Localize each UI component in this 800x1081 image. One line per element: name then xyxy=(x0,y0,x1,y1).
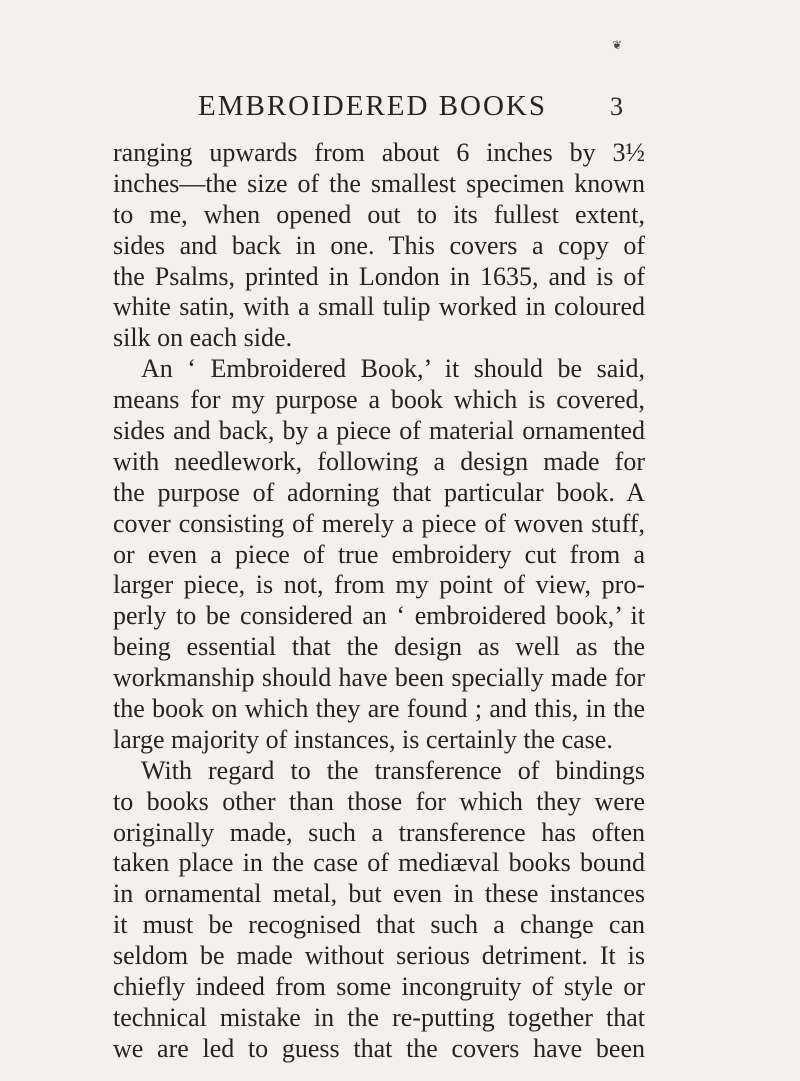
text-line: chiefly indeed from some incongruity of style or xyxy=(113,972,645,1002)
text-line: ranging upwards from about 6 inches by 3½ xyxy=(113,138,645,167)
text-line: means for my purpose a book which is covered, xyxy=(113,385,645,415)
text-line: the book on which they are found ; and this, in the xyxy=(113,694,645,724)
text-line: technical mistake in the re-putting together that xyxy=(113,1002,645,1032)
text-line: sides and back, by a piece of material ornamented xyxy=(113,416,645,446)
text-line: being essential that the design as well as the xyxy=(113,632,645,662)
printer-mark-icon: ❦ xyxy=(612,38,623,52)
text-line: workmanship should have been specially made for xyxy=(113,663,645,693)
text-line: cover consisting of merely a piece of woven stuff, xyxy=(113,508,645,538)
text-line: sides and back in one. This covers a copy of xyxy=(113,230,645,260)
text-line: larger piece, is not, from my point of view, pro- xyxy=(113,570,645,600)
text-line: originally made, such a transference has often xyxy=(113,817,645,847)
text-line: to me, when opened out to its fullest extent, xyxy=(113,199,645,229)
page-number: 3 xyxy=(610,92,623,121)
text-line: seldom be made without serious detriment. It is xyxy=(113,941,645,971)
text-line: With regard to the transference of bindings xyxy=(141,755,645,785)
text-line: the purpose of adorning that particular book. A xyxy=(113,477,645,507)
text-line: in ornamental metal, but even in these instances xyxy=(113,879,645,909)
text-line: inches—the size of the smallest specimen known xyxy=(113,168,645,198)
text-line: or even a piece of true embroidery cut from a xyxy=(113,539,645,569)
text-line: large majority of instances, is certainly the case. xyxy=(113,724,613,754)
text-line: perly to be considered an ‘ embroidered book,’ it xyxy=(113,601,645,631)
text-line: with needlework, following a design made for xyxy=(113,446,645,476)
text-line: the Psalms, printed in London in 1635, and is of xyxy=(113,261,645,291)
text-line: it must be recognised that such a change can xyxy=(113,910,645,940)
text-line: An ‘ Embroidered Book,’ it should be said, xyxy=(141,354,645,384)
text-line: silk on each side. xyxy=(113,323,293,353)
text-line: white satin, with a small tulip worked in coloured xyxy=(113,292,645,322)
body-text xyxy=(113,138,645,1065)
text-line: we are led to guess that the covers have been xyxy=(113,1033,645,1063)
running-head: EMBROIDERED BOOKS xyxy=(198,90,547,122)
text-line: taken place in the case of mediæval books bound xyxy=(113,848,645,878)
text-line: to books other than those for which they were xyxy=(113,786,645,816)
